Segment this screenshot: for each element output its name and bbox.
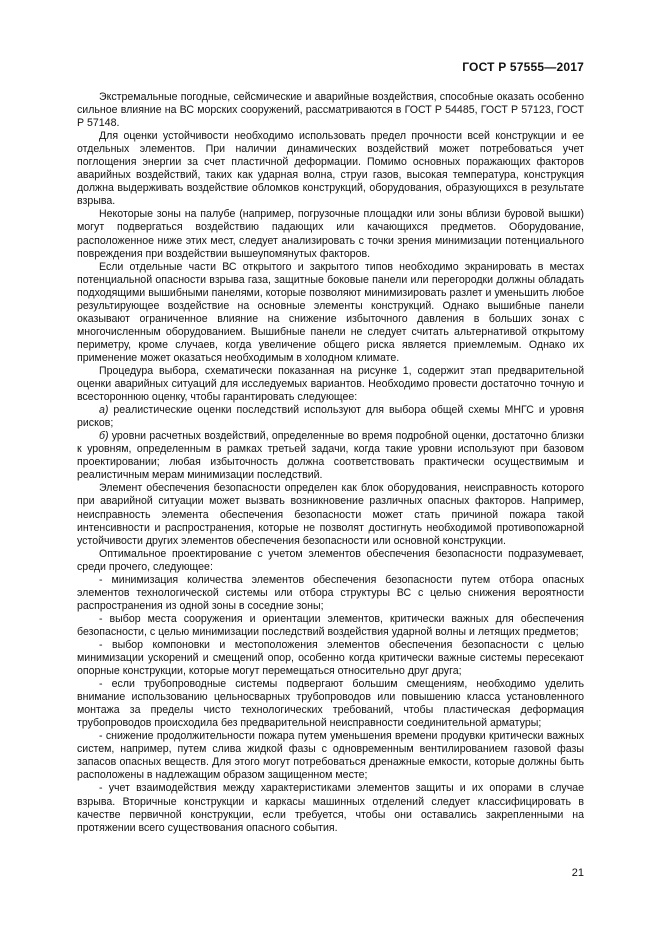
paragraph-text: - учет взаимодействия между характеристиками элементов защиты и их опорами в случае взрыва. Вторичные конструкции и каркасы машинных отделений следует классифицировать в качестве первичной конструкции, если требуется, чтобы они оставались закрепленными на протяжении всего существования опасного события. bbox=[77, 782, 584, 834]
paragraph-text: Процедура выбора, схематически показанная на рисунке 1, содержит этап предварительной оценки аварийных ситуаций для исследуемых вариантов. Необходимо провести достаточно точную и всестороннюю оценку, чтобы гарантировать следующее: bbox=[77, 364, 584, 404]
paragraph bbox=[77, 91, 584, 130]
paragraph bbox=[77, 404, 584, 430]
paragraph bbox=[77, 613, 584, 639]
paragraph bbox=[77, 730, 584, 782]
paragraph-text: - если трубопроводные системы подвергают большим смещениям, необходимо уделить внимание использованию цельносварных трубопроводов или повышению класса установленного монтажа за пределы чисто технологических требований, чтобы пластическая деформация трубопроводов происходила без предварительной неисправности соединительной арматуры; bbox=[77, 678, 584, 730]
paragraph bbox=[77, 130, 584, 208]
paragraph-text: Для оценки устойчивости необходимо использовать предел прочности всей конструкции и ее отдельных элементов. При наличии динамических воздействий может потребоваться учет поглощения энергии за счет пластичной деформации. Помимо основных поражающих факторов аварийных воздействий, таких как ударная волна, струи газов, высокая температура, конструкция должна выдерживать воздействие обломков конструкций, оборудования, образующихся в результате взрыва. bbox=[77, 130, 584, 208]
paragraph bbox=[77, 639, 584, 678]
paragraph-text: уровни расчетных воздействий, определенные во время подробной оценки, достаточно близки к уровням, определенным в рамках третьей задачи, когда такие уровни используют при базовом проектировании; любая избыточность должна соответствовать практически осуществимым и реалистичным мерам минимизации последствий. bbox=[77, 430, 584, 482]
paragraph-text: - минимизация количества элементов обеспечения безопасности путем отбора опасных элементов технологической системы или отбора структуры ВС с целью снижения вероятности распространения из одной зоны в соседние зоны; bbox=[77, 573, 584, 612]
paragraph bbox=[77, 365, 584, 404]
paragraph bbox=[77, 782, 584, 834]
standard-header: ГОСТ Р 57555—2017 bbox=[462, 60, 584, 74]
paragraph-text: - выбор места сооружения и ориентации элементов, критически важных для обеспечения безопасности, с целью минимизации последствий воздействия ударной волны и летящих предметов; bbox=[77, 612, 584, 638]
list-item-marker: б) bbox=[99, 430, 109, 443]
paragraph bbox=[77, 261, 584, 365]
paragraph-text: - выбор компоновки и местоположения элементов обеспечения безопасности с целью минимизации ускорений и смещений опор, особенно когда критически важные системы пересекают опорные конструкции, которые могут перемещаться относительно друг друга; bbox=[77, 638, 584, 678]
paragraph-text: - снижение продолжительности пожара путем уменьшения времени продувки критически важных систем, например, путем слива жидкой фазы с одновременным вентилированием газовой фазы запасов опасных веществ. Для этого могут потребоваться дренажные емкости, которые должны быть расположены в надлежащим образом защищенном месте; bbox=[77, 730, 584, 782]
list-item-marker: а) bbox=[99, 404, 109, 417]
paragraph-text: Элемент обеспечения безопасности определен как блок оборудования, неисправность которого при аварийной ситуации может вызвать возникновение различных опасных факторов. Например, неисправность элемента обеспечения безопасности может стать причиной пожара такой интенсивности и распространения, которые не позволят достигнуть необходимой противопожарной устойчивости других элементов обеспечения безопасности или основной конструкции. bbox=[77, 482, 584, 547]
paragraph bbox=[77, 548, 584, 574]
paragraph bbox=[77, 430, 584, 482]
paragraph-text: Если отдельные части ВС открытого и закрытого типов необходимо экранировать в местах потенциальной опасности взрыва газа, защитные боковые панели или перегородки должны обладать подходящими вышибными панелями, которые позволяют минимизировать разлет и уменьшить любое результирующее воздействие на основные элементы конструкций. Однако вышибные панели оказывают ограниченное влияние на снижение избыточного давления в больших зонах с многочисленным оборудованием. Вышибные панели не следует считать альтернативой открытому периметру, кроме случаев, когда увеличение общего риска является приемлемым. Однако их применение может оказаться необходимым в холодном климате. bbox=[77, 260, 584, 364]
paragraph bbox=[77, 208, 584, 260]
paragraph-text: Оптимальное проектирование с учетом элементов обеспечения безопасности подразумевает, среди прочего, следующее: bbox=[77, 547, 584, 573]
paragraph-text: Экстремальные погодные, сейсмические и аварийные воздействия, способные оказать особенно сильное влияние на ВС морских сооружений, рассматриваются в ГОСТ Р 54485, ГОСТ Р 57123, ГОСТ Р 57148. bbox=[77, 91, 584, 130]
paragraph-text: Некоторые зоны на палубе (например, погрузочные площадки или зоны вблизи буровой вышки) могут подвергаться воздействию падающих или качающихся предметов. Оборудование, расположенное ниже этих мест, следует анализировать с точки зрения минимизации потенциального повреждения при воздействии вышеупомянутых факторов. bbox=[77, 208, 584, 260]
paragraph bbox=[77, 678, 584, 730]
paragraph bbox=[77, 574, 584, 613]
paragraph bbox=[77, 482, 584, 547]
page-number: 21 bbox=[571, 867, 584, 879]
document-body bbox=[77, 91, 584, 835]
paragraph-text: реалистические оценки последствий используют для выбора общей схемы МНГС и уровня рисков; bbox=[77, 404, 584, 430]
